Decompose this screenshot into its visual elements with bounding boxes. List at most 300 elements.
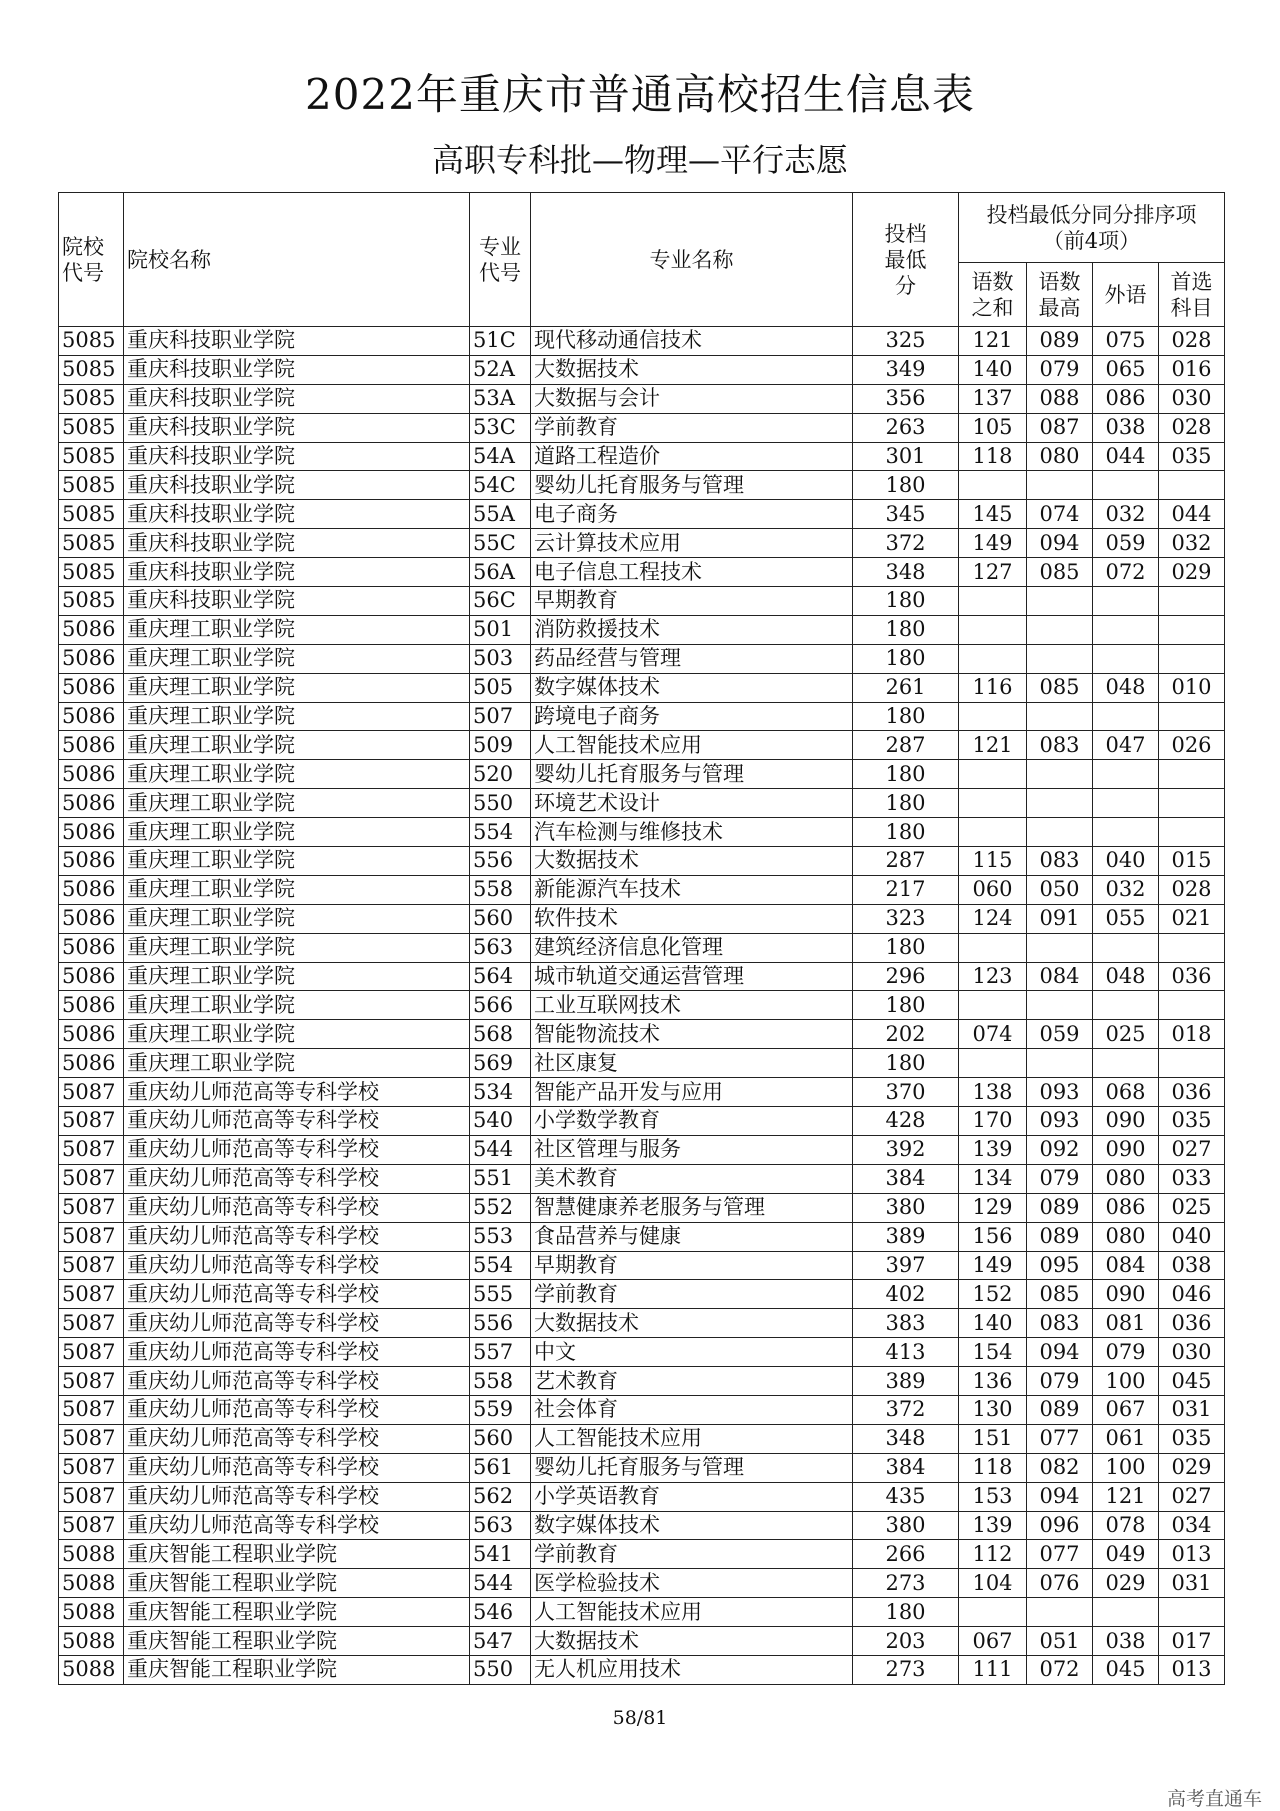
cell-major-code: 509 [470,731,531,760]
cell-foreign-language: 090 [1093,1135,1159,1164]
cell-school-code: 5087 [59,1280,124,1309]
cell-min-score: 180 [853,818,959,847]
cell-min-score: 389 [853,1222,959,1251]
cell-major-name: 新能源汽车技术 [531,875,853,904]
cell-school-code: 5086 [59,847,124,876]
cell-major-name: 学前教育 [531,413,853,442]
cell-major-code: 540 [470,1107,531,1136]
cell-first-subject [1159,1598,1225,1627]
cell-max-chinese-math: 085 [1027,673,1093,702]
cell-school-code: 5086 [59,933,124,962]
cell-major-code: 56C [470,587,531,616]
cell-sum-chinese-math: 130 [959,1395,1027,1424]
cell-max-chinese-math: 093 [1027,1107,1093,1136]
cell-school-code: 5085 [59,500,124,529]
cell-major-name: 食品营养与健康 [531,1222,853,1251]
cell-max-chinese-math: 094 [1027,1338,1093,1367]
cell-school-code: 5086 [59,615,124,644]
cell-major-name: 学前教育 [531,1540,853,1569]
cell-foreign-language [1093,702,1159,731]
cell-school-name: 重庆理工职业学院 [124,933,470,962]
page-title: 2022年重庆市普通高校招生信息表 [305,70,975,119]
cell-major-code: 546 [470,1598,531,1627]
cell-first-subject: 010 [1159,673,1225,702]
cell-major-name: 人工智能技术应用 [531,731,853,760]
cell-min-score: 349 [853,355,959,384]
cell-first-subject: 028 [1159,327,1225,356]
cell-first-subject: 031 [1159,1395,1225,1424]
cell-sum-chinese-math [959,933,1027,962]
cell-foreign-language: 038 [1093,1627,1159,1656]
cell-first-subject: 016 [1159,355,1225,384]
cell-major-name: 婴幼儿托育服务与管理 [531,760,853,789]
cell-major-code: 551 [470,1164,531,1193]
cell-max-chinese-math: 089 [1027,1222,1093,1251]
cell-max-chinese-math [1027,471,1093,500]
cell-first-subject: 027 [1159,1135,1225,1164]
cell-major-code: 556 [470,1309,531,1338]
cell-school-name: 重庆幼儿师范高等专科学校 [124,1107,470,1136]
cell-major-code: 547 [470,1627,531,1656]
cell-major-code: 566 [470,991,531,1020]
cell-school-name: 重庆理工职业学院 [124,702,470,731]
table-row [59,1598,1225,1627]
table-row [59,875,1225,904]
cell-min-score: 202 [853,1020,959,1049]
cell-foreign-language: 065 [1093,355,1159,384]
table-row [59,1424,1225,1453]
cell-major-code: 560 [470,1424,531,1453]
cell-major-code: 561 [470,1453,531,1482]
cell-min-score: 372 [853,1395,959,1424]
cell-max-chinese-math: 085 [1027,1280,1093,1309]
cell-major-code: 550 [470,789,531,818]
cell-major-code: 568 [470,1020,531,1049]
cell-sum-chinese-math: 127 [959,558,1027,587]
cell-school-name: 重庆理工职业学院 [124,731,470,760]
cell-foreign-language: 079 [1093,1338,1159,1367]
cell-foreign-language: 072 [1093,558,1159,587]
cell-min-score: 263 [853,413,959,442]
cell-school-code: 5087 [59,1482,124,1511]
cell-foreign-language: 032 [1093,500,1159,529]
cell-first-subject [1159,991,1225,1020]
cell-major-code: 501 [470,615,531,644]
cell-school-code: 5087 [59,1309,124,1338]
cell-major-name: 现代移动通信技术 [531,327,853,356]
cell-major-code: 55A [470,500,531,529]
cell-school-name: 重庆幼儿师范高等专科学校 [124,1338,470,1367]
cell-sum-chinese-math: 153 [959,1482,1027,1511]
cell-sum-chinese-math: 115 [959,847,1027,876]
cell-school-name: 重庆理工职业学院 [124,875,470,904]
header-sub-first-subject: 首选科目 [1159,263,1225,327]
cell-foreign-language: 080 [1093,1164,1159,1193]
cell-school-name: 重庆理工职业学院 [124,789,470,818]
cell-foreign-language: 078 [1093,1511,1159,1540]
cell-foreign-language: 048 [1093,673,1159,702]
cell-school-code: 5087 [59,1511,124,1540]
table-row [59,1193,1225,1222]
cell-max-chinese-math: 096 [1027,1511,1093,1540]
cell-sum-chinese-math: 149 [959,529,1027,558]
cell-major-name: 跨境电子商务 [531,702,853,731]
cell-min-score: 402 [853,1280,959,1309]
cell-major-name: 建筑经济信息化管理 [531,933,853,962]
cell-school-code: 5085 [59,587,124,616]
cell-major-name: 汽车检测与维修技术 [531,818,853,847]
cell-major-code: 55C [470,529,531,558]
cell-min-score: 384 [853,1164,959,1193]
cell-sum-chinese-math: 137 [959,384,1027,413]
cell-first-subject [1159,1049,1225,1078]
cell-first-subject: 015 [1159,847,1225,876]
cell-school-code: 5088 [59,1655,124,1684]
table-row [59,1627,1225,1656]
cell-min-score: 345 [853,500,959,529]
cell-school-name: 重庆科技职业学院 [124,500,470,529]
cell-school-code: 5087 [59,1135,124,1164]
cell-first-subject: 031 [1159,1569,1225,1598]
table-row [59,731,1225,760]
cell-max-chinese-math [1027,1598,1093,1627]
cell-foreign-language: 049 [1093,1540,1159,1569]
cell-major-code: 541 [470,1540,531,1569]
cell-min-score: 397 [853,1251,959,1280]
cell-major-name: 环境艺术设计 [531,789,853,818]
cell-school-code: 5085 [59,327,124,356]
cell-max-chinese-math: 072 [1027,1655,1093,1684]
cell-school-name: 重庆幼儿师范高等专科学校 [124,1424,470,1453]
cell-school-code: 5087 [59,1367,124,1396]
cell-sum-chinese-math: 134 [959,1164,1027,1193]
header-school-code: 院校代号 [59,193,124,327]
table-row [59,1453,1225,1482]
cell-school-code: 5088 [59,1627,124,1656]
cell-first-subject: 034 [1159,1511,1225,1540]
cell-first-subject: 017 [1159,1627,1225,1656]
table-row [59,1482,1225,1511]
cell-first-subject: 028 [1159,875,1225,904]
cell-sum-chinese-math: 124 [959,904,1027,933]
cell-foreign-language: 044 [1093,442,1159,471]
cell-school-code: 5087 [59,1107,124,1136]
table-row [59,442,1225,471]
cell-major-code: 558 [470,1367,531,1396]
cell-major-code: 53A [470,384,531,413]
cell-school-name: 重庆幼儿师范高等专科学校 [124,1135,470,1164]
cell-first-subject: 035 [1159,1107,1225,1136]
cell-sum-chinese-math: 129 [959,1193,1027,1222]
cell-first-subject: 029 [1159,1453,1225,1482]
cell-major-code: 53C [470,413,531,442]
cell-foreign-language [1093,1049,1159,1078]
cell-min-score: 325 [853,327,959,356]
cell-foreign-language [1093,471,1159,500]
cell-major-code: 562 [470,1482,531,1511]
cell-major-code: 503 [470,644,531,673]
cell-max-chinese-math [1027,644,1093,673]
table-row [59,1078,1225,1107]
cell-sum-chinese-math: 139 [959,1135,1027,1164]
cell-major-name: 大数据技术 [531,847,853,876]
cell-major-name: 大数据技术 [531,1627,853,1656]
header-major-code: 专业代号 [470,193,531,327]
cell-school-name: 重庆理工职业学院 [124,615,470,644]
cell-school-code: 5085 [59,442,124,471]
cell-min-score: 180 [853,1598,959,1627]
cell-min-score: 266 [853,1540,959,1569]
cell-major-code: 569 [470,1049,531,1078]
cell-major-name: 婴幼儿托育服务与管理 [531,471,853,500]
cell-school-name: 重庆智能工程职业学院 [124,1540,470,1569]
cell-sum-chinese-math: 104 [959,1569,1027,1598]
cell-school-name: 重庆智能工程职业学院 [124,1655,470,1684]
cell-first-subject: 025 [1159,1193,1225,1222]
table-row [59,558,1225,587]
cell-min-score: 380 [853,1193,959,1222]
cell-min-score: 180 [853,644,959,673]
cell-school-name: 重庆理工职业学院 [124,818,470,847]
cell-max-chinese-math: 050 [1027,875,1093,904]
table-row [59,1309,1225,1338]
cell-foreign-language [1093,644,1159,673]
cell-major-code: 563 [470,933,531,962]
cell-max-chinese-math: 079 [1027,1367,1093,1396]
cell-sum-chinese-math: 170 [959,1107,1027,1136]
cell-major-name: 大数据技术 [531,355,853,384]
cell-first-subject [1159,760,1225,789]
cell-sum-chinese-math: 112 [959,1540,1027,1569]
table-row [59,1655,1225,1684]
cell-foreign-language [1093,1598,1159,1627]
cell-school-code: 5086 [59,789,124,818]
cell-major-code: 553 [470,1222,531,1251]
table-row [59,644,1225,673]
cell-sum-chinese-math [959,1049,1027,1078]
cell-sum-chinese-math [959,644,1027,673]
cell-min-score: 203 [853,1627,959,1656]
cell-first-subject: 040 [1159,1222,1225,1251]
table-row [59,904,1225,933]
cell-sum-chinese-math: 145 [959,500,1027,529]
cell-first-subject: 029 [1159,558,1225,587]
cell-foreign-language: 055 [1093,904,1159,933]
cell-major-name: 城市轨道交通运营管理 [531,962,853,991]
table-row [59,587,1225,616]
cell-school-code: 5085 [59,355,124,384]
cell-major-code: 54A [470,442,531,471]
cell-min-score: 301 [853,442,959,471]
table-row [59,847,1225,876]
cell-min-score: 428 [853,1107,959,1136]
cell-major-name: 人工智能技术应用 [531,1424,853,1453]
header-sub-foreign-language: 外语 [1093,263,1159,327]
cell-school-code: 5086 [59,904,124,933]
cell-sum-chinese-math: 123 [959,962,1027,991]
table-row [59,1107,1225,1136]
cell-min-score: 296 [853,962,959,991]
cell-school-name: 重庆科技职业学院 [124,471,470,500]
cell-school-name: 重庆科技职业学院 [124,558,470,587]
cell-first-subject: 044 [1159,500,1225,529]
cell-major-name: 智能产品开发与应用 [531,1078,853,1107]
cell-foreign-language [1093,933,1159,962]
cell-school-code: 5088 [59,1598,124,1627]
cell-major-name: 智慧健康养老服务与管理 [531,1193,853,1222]
cell-max-chinese-math [1027,1049,1093,1078]
cell-min-score: 287 [853,731,959,760]
cell-school-code: 5087 [59,1164,124,1193]
cell-major-name: 数字媒体技术 [531,673,853,702]
cell-sum-chinese-math: 149 [959,1251,1027,1280]
cell-first-subject: 021 [1159,904,1225,933]
cell-school-code: 5087 [59,1424,124,1453]
cell-school-name: 重庆理工职业学院 [124,644,470,673]
cell-sum-chinese-math: 111 [959,1655,1027,1684]
cell-school-name: 重庆幼儿师范高等专科学校 [124,1078,470,1107]
table-row [59,1511,1225,1540]
table-row [59,933,1225,962]
cell-sum-chinese-math [959,587,1027,616]
cell-sum-chinese-math [959,789,1027,818]
cell-school-code: 5088 [59,1569,124,1598]
cell-school-code: 5086 [59,875,124,904]
cell-first-subject [1159,702,1225,731]
cell-foreign-language: 032 [1093,875,1159,904]
cell-first-subject: 028 [1159,413,1225,442]
table-row [59,355,1225,384]
cell-school-name: 重庆科技职业学院 [124,327,470,356]
cell-min-score: 389 [853,1367,959,1396]
header-major-name: 专业名称 [531,193,853,327]
cell-school-name: 重庆幼儿师范高等专科学校 [124,1164,470,1193]
table-row [59,1540,1225,1569]
cell-min-score: 180 [853,789,959,818]
cell-foreign-language: 086 [1093,1193,1159,1222]
cell-min-score: 383 [853,1309,959,1338]
cell-sum-chinese-math: 116 [959,673,1027,702]
cell-min-score: 356 [853,384,959,413]
cell-school-name: 重庆理工职业学院 [124,962,470,991]
table-row [59,327,1225,356]
cell-school-name: 重庆智能工程职业学院 [124,1627,470,1656]
cell-first-subject [1159,789,1225,818]
cell-max-chinese-math: 093 [1027,1078,1093,1107]
cell-school-code: 5086 [59,991,124,1020]
cell-sum-chinese-math [959,615,1027,644]
cell-first-subject: 030 [1159,384,1225,413]
cell-school-code: 5087 [59,1222,124,1251]
cell-school-code: 5086 [59,962,124,991]
cell-first-subject: 038 [1159,1251,1225,1280]
cell-school-code: 5085 [59,413,124,442]
cell-major-name: 数字媒体技术 [531,1511,853,1540]
cell-max-chinese-math: 077 [1027,1424,1093,1453]
table-row [59,529,1225,558]
cell-foreign-language: 061 [1093,1424,1159,1453]
cell-foreign-language: 084 [1093,1251,1159,1280]
cell-school-code: 5087 [59,1193,124,1222]
cell-school-name: 重庆理工职业学院 [124,991,470,1020]
cell-first-subject: 046 [1159,1280,1225,1309]
cell-first-subject [1159,818,1225,847]
cell-first-subject [1159,644,1225,673]
cell-major-code: 554 [470,1251,531,1280]
cell-school-code: 5085 [59,529,124,558]
cell-max-chinese-math: 074 [1027,500,1093,529]
cell-school-name: 重庆科技职业学院 [124,384,470,413]
brand-label: 高考直通车 [1166,1788,1262,1810]
cell-school-name: 重庆理工职业学院 [124,760,470,789]
cell-max-chinese-math: 077 [1027,1540,1093,1569]
cell-sum-chinese-math: 138 [959,1078,1027,1107]
cell-min-score: 180 [853,760,959,789]
cell-sum-chinese-math: 152 [959,1280,1027,1309]
cell-school-name: 重庆理工职业学院 [124,847,470,876]
cell-school-name: 重庆智能工程职业学院 [124,1569,470,1598]
cell-max-chinese-math: 089 [1027,1395,1093,1424]
cell-min-score: 180 [853,615,959,644]
cell-min-score: 384 [853,1453,959,1482]
cell-school-code: 5085 [59,558,124,587]
admission-table [58,192,1225,1685]
cell-max-chinese-math [1027,789,1093,818]
table-row [59,384,1225,413]
cell-sum-chinese-math: 121 [959,327,1027,356]
cell-foreign-language: 075 [1093,327,1159,356]
cell-sum-chinese-math: 067 [959,1627,1027,1656]
cell-sum-chinese-math: 156 [959,1222,1027,1251]
cell-school-name: 重庆科技职业学院 [124,413,470,442]
cell-major-name: 云计算技术应用 [531,529,853,558]
cell-first-subject: 035 [1159,442,1225,471]
cell-max-chinese-math [1027,702,1093,731]
cell-school-code: 5087 [59,1395,124,1424]
cell-foreign-language: 090 [1093,1280,1159,1309]
cell-max-chinese-math: 089 [1027,1193,1093,1222]
cell-school-name: 重庆幼儿师范高等专科学校 [124,1280,470,1309]
cell-min-score: 180 [853,702,959,731]
cell-foreign-language: 045 [1093,1655,1159,1684]
cell-major-name: 电子信息工程技术 [531,558,853,587]
cell-major-code: 534 [470,1078,531,1107]
table-row [59,818,1225,847]
table-row [59,702,1225,731]
cell-school-name: 重庆理工职业学院 [124,1020,470,1049]
cell-max-chinese-math [1027,991,1093,1020]
cell-foreign-language: 068 [1093,1078,1159,1107]
cell-first-subject [1159,933,1225,962]
cell-max-chinese-math [1027,587,1093,616]
cell-school-name: 重庆幼儿师范高等专科学校 [124,1453,470,1482]
table-row [59,1251,1225,1280]
cell-school-code: 5086 [59,760,124,789]
cell-major-code: 552 [470,1193,531,1222]
cell-school-code: 5087 [59,1338,124,1367]
table-row [59,1338,1225,1367]
table-row [59,991,1225,1020]
table-row [59,1135,1225,1164]
cell-foreign-language: 025 [1093,1020,1159,1049]
cell-first-subject: 035 [1159,1424,1225,1453]
table-body [59,327,1225,1685]
cell-first-subject [1159,615,1225,644]
cell-major-name: 早期教育 [531,587,853,616]
cell-sum-chinese-math: 074 [959,1020,1027,1049]
cell-major-code: 520 [470,760,531,789]
cell-first-subject: 013 [1159,1540,1225,1569]
